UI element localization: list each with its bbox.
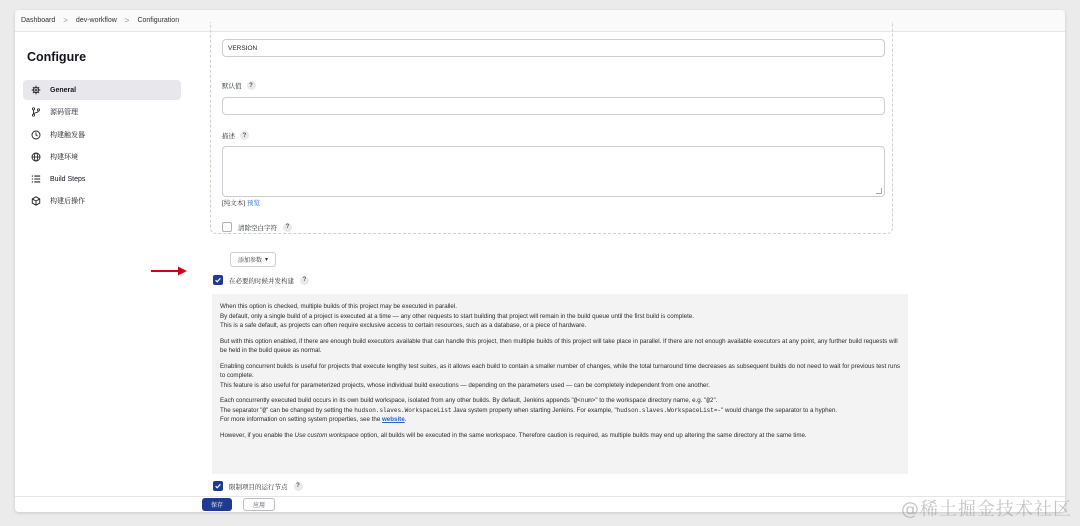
format-text: [纯文本] <box>222 200 246 207</box>
sidebar-item-post-build[interactable] <box>23 191 181 211</box>
help-paragraph <box>220 396 900 425</box>
code-snippet: hudson.slaves.WorkspaceList <box>354 406 452 414</box>
trim-row <box>222 222 292 232</box>
description-textarea[interactable] <box>222 146 885 197</box>
concurrent-help-panel <box>212 294 908 474</box>
help-text: For more information on setting system properties, see the <box>220 416 382 423</box>
chevron-down-icon: ▾ <box>265 257 269 263</box>
help-text: " would change the separator to a hyphen. <box>721 406 838 414</box>
default-value-label <box>222 81 256 90</box>
branch-icon <box>29 107 43 117</box>
concurrent-build-row <box>213 275 309 285</box>
cube-icon <box>29 196 43 206</box>
trim-checkbox[interactable] <box>222 222 232 232</box>
concurrent-build-label: 在必要的时候并发构建 <box>229 277 294 285</box>
format-hint <box>222 198 260 207</box>
help-text: option, all builds will be executed in the same workspace. Therefore caution is required, as multiple builds may end up altering the same directory at the same time. <box>358 431 807 439</box>
help-text: Each concurrently executed build occurs in its own build workspace, isolated from any other builds. By default, Jenkins appends " <box>220 397 574 404</box>
sidebar-item-label: 源码管理 <box>50 109 78 117</box>
help-text: . <box>404 416 407 423</box>
sidebar-item-build-steps[interactable] <box>23 169 181 189</box>
add-parameter-button[interactable] <box>230 252 276 267</box>
help-icon[interactable]: ? <box>300 276 309 285</box>
help-paragraph <box>220 362 900 391</box>
help-text: This feature is also useful for parameterized projects, whose individual build executions — depending on the parameters used — can be completely independent from one another. <box>220 381 710 389</box>
help-paragraph: But with this option enabled, if there are enough build executors available that can handle this project, then multiple builds of this project will take place in parallel. If there are not enough available executors at any point, any further build requests will be held in the build queue as normal. <box>220 337 898 354</box>
default-value-input[interactable] <box>222 97 885 115</box>
sidebar-item-label: Build Steps <box>50 175 86 183</box>
help-text: " can be changed by setting the <box>266 406 355 414</box>
help-text: However, if you enable the <box>220 431 295 439</box>
jenkins-window <box>15 10 1065 512</box>
breadcrumb-project[interactable]: dev-workflow <box>75 17 117 24</box>
breadcrumb-configuration[interactable]: Configuration <box>137 17 180 24</box>
help-text: ". <box>713 397 718 404</box>
help-icon[interactable]: ? <box>283 223 292 232</box>
help-text: Enabling concurrent builds is useful for projects that execute lengthy test suites, as it allows each build to contain a smaller number of changes, while the total turnaround time decreases as subsequent builds do not need to wait for previous test runs to complete. <box>220 362 900 379</box>
breadcrumb-separator: > <box>63 16 68 25</box>
sidebar-item-label: 构建触发器 <box>50 131 85 139</box>
sidebar-nav <box>23 80 181 214</box>
gear-icon <box>29 85 43 95</box>
list-icon <box>29 174 43 184</box>
help-icon[interactable]: ? <box>240 131 249 140</box>
red-arrow-annotation <box>150 265 190 277</box>
help-text: By default, only a single build of a project is executed at a time — any other requests to start building that project will remain in the build queue until the first build is complete. <box>220 312 694 320</box>
help-paragraph <box>220 302 900 331</box>
emphasis-text: Use custom workspace <box>294 431 359 439</box>
help-text: Java system property when starting Jenkins. For example, " <box>451 406 617 414</box>
globe-icon <box>29 152 43 162</box>
resize-handle[interactable] <box>876 188 882 194</box>
default-value-label-text: 默认值 <box>222 83 242 90</box>
code-snippet: hudson.slaves.WorkspaceList=- <box>616 406 722 414</box>
sidebar-item-triggers[interactable] <box>23 125 181 145</box>
apply-button[interactable]: 应用 <box>243 498 275 511</box>
save-button[interactable]: 保存 <box>202 498 232 511</box>
description-label-text: 描述 <box>222 133 235 140</box>
sidebar-item-general[interactable] <box>23 80 181 100</box>
checkmark-icon <box>214 482 222 490</box>
code-snippet: @2 <box>706 397 714 404</box>
param-name-input[interactable]: VERSION <box>222 39 885 57</box>
restrict-node-row <box>213 481 303 491</box>
clock-icon <box>29 130 43 140</box>
help-paragraph <box>220 431 900 441</box>
sidebar-item-environment[interactable] <box>23 147 181 167</box>
website-link[interactable]: website <box>381 416 405 423</box>
sidebar-item-scm[interactable] <box>23 102 181 122</box>
preview-link[interactable]: 预览 <box>246 200 260 207</box>
restrict-node-checkbox[interactable] <box>213 481 223 491</box>
sidebar-item-label: General <box>50 86 77 94</box>
checkmark-icon <box>214 276 222 284</box>
trim-label: 清除空白字符 <box>238 224 277 232</box>
code-snippet: @ <box>262 406 267 414</box>
restrict-node-label: 限制项目的运行节点 <box>229 483 288 491</box>
help-text: " to the workspace directory name, e.g. " <box>595 397 707 404</box>
sidebar-item-label: 构建环境 <box>50 153 78 161</box>
code-snippet: @<num> <box>573 397 596 404</box>
help-text: When this option is checked, multiple builds of this project may be executed in parallel. <box>220 303 457 310</box>
description-label <box>222 131 249 140</box>
help-icon[interactable]: ? <box>247 81 256 90</box>
help-text: This is a safe default, as projects can often require exclusive access to certain resources, such as a database, or a piece of hardware. <box>220 322 587 329</box>
concurrent-build-checkbox[interactable] <box>213 275 223 285</box>
help-text: The separator " <box>220 406 263 414</box>
sidebar-item-label: 构建后操作 <box>50 198 85 206</box>
page-title: Configure <box>27 50 87 64</box>
breadcrumb-dashboard[interactable]: Dashboard <box>21 17 56 24</box>
main-content <box>200 32 1065 512</box>
add-parameter-label: 添加参数 <box>238 258 263 264</box>
help-icon[interactable]: ? <box>294 482 303 491</box>
breadcrumb-separator: > <box>124 16 130 25</box>
watermark: @稀土掘金技术社区 <box>901 499 1072 520</box>
